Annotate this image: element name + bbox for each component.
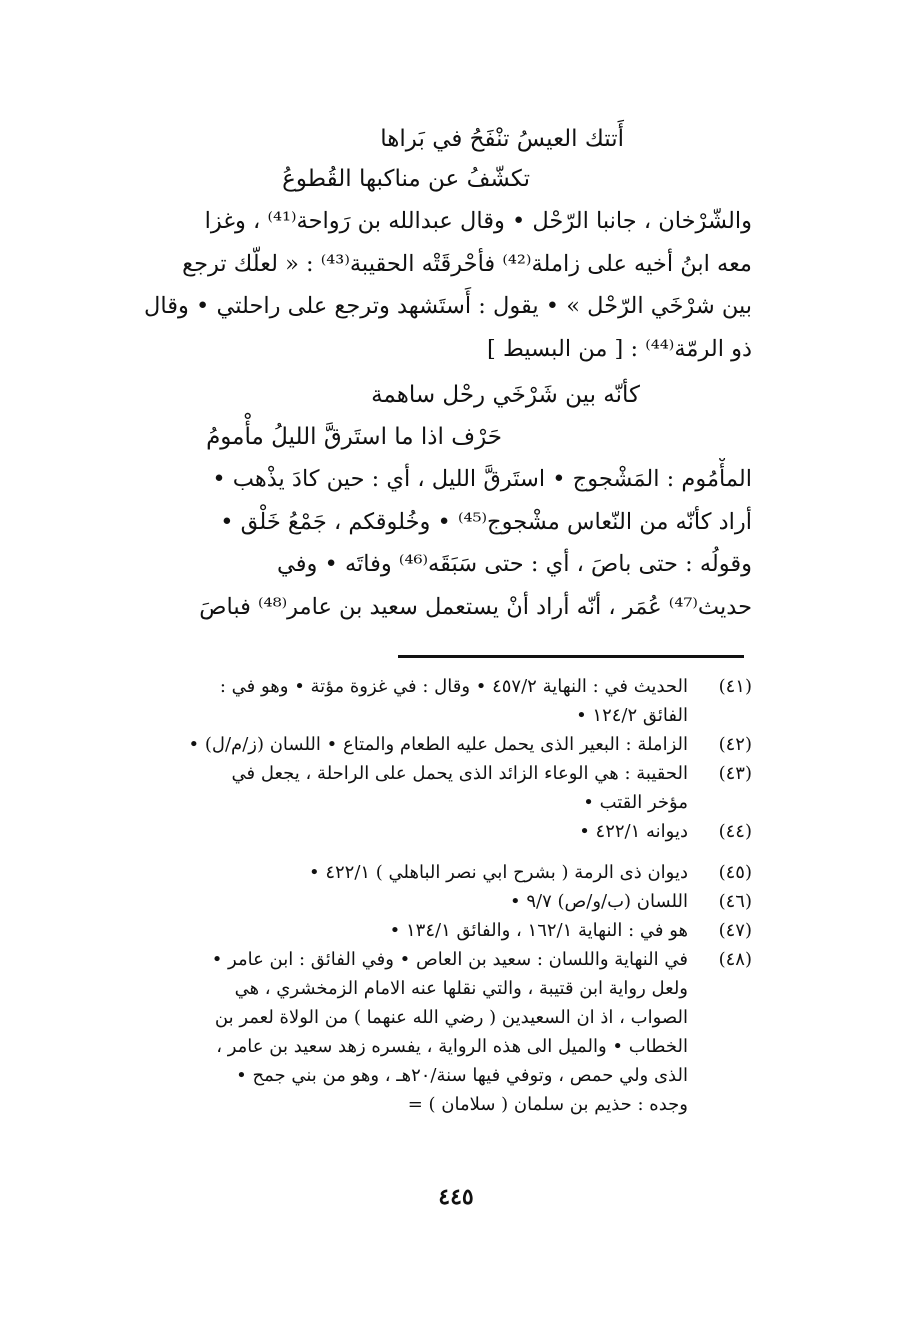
- footnote-48: [92, 945, 752, 1119]
- footnote-line: الخطاب • والميل الى هذه الرواية ، يفسره زهد سعيد بن عامر ،: [216, 1036, 688, 1057]
- footnote-line: في النهاية واللسان : سعيد بن العاص • وفي الفائق : ابن عامر •: [211, 949, 688, 970]
- footnote-text: [92, 817, 688, 846]
- verse-2-second-hemistich: حَرْف اذا ما استَرقَّ الليلُ مأْمومُ: [206, 424, 502, 450]
- footnote-text: [92, 730, 688, 759]
- footnote-text: [92, 759, 688, 817]
- footnote-line: الفائق ١٢٤/٢ •: [576, 705, 688, 726]
- paragraph-1-line: ذو الرمّة⁽⁴⁴⁾ : [ من البسيط ]: [487, 335, 752, 362]
- verse-2-first-hemistich: كأنّه بين شَرْخَي رحْل ساهمة: [371, 382, 640, 408]
- footnote-separator: [398, 655, 744, 658]
- footnote-text: [92, 858, 688, 887]
- paragraph-2-line: وقولُه : حتى باصَ ، أي : حتى سَبَقَه⁽⁴⁶⁾ وفاتَه • وفي: [277, 551, 752, 577]
- footnote-text: [92, 887, 688, 916]
- footnote-43: [92, 759, 752, 817]
- footnote-44: [92, 817, 752, 846]
- footnote-number: (٤٥): [718, 862, 752, 883]
- paragraph-1-line: بين شرْخَي الرّحْل » • يقول : أَستَشهد وترجع على راحلتي • وقال: [144, 293, 752, 319]
- verse-1-first-hemistich: أَتتك العيسُ تنْفَحُ في بَراها: [380, 126, 624, 152]
- footnote-line: ولعل رواية ابن قتيبة ، والتي نقلها عنه الامام الزمخشري ، هي: [234, 978, 688, 999]
- footnote-number: (٤٦): [718, 891, 752, 912]
- footnote-line: مؤخر القتب •: [583, 792, 688, 813]
- footnote-number: (٤١): [718, 676, 752, 697]
- paragraph-1-line: والشّرْخان ، جانبا الرّحْل • وقال عبدالله بن رَواحة⁽⁴¹⁾ ، وغزا: [204, 208, 752, 234]
- paragraph-1-line: معه ابنُ أخيه على زاملة⁽⁴²⁾ فأحْرقَتْه الحقيبة⁽⁴³⁾ : « لعلّك ترجع: [182, 250, 752, 277]
- paragraph-2: [80, 458, 752, 628]
- footnote-text: [92, 945, 688, 1119]
- footnotes: [92, 672, 752, 1119]
- main-text: [80, 118, 752, 628]
- footnote-line: هو في : النهاية ١٦٢/١ ، والفائق ١٣٤/١ •: [389, 920, 688, 941]
- footnote-line: الحقيبة : هي الوعاء الزائد الذى يحمل على الراحلة ، يجعل في: [231, 763, 688, 784]
- paragraph-1: [80, 200, 752, 370]
- footnote-gap: [92, 846, 752, 858]
- footnote-line: ديوان ذى الرمة ( بشرح ابي نصر الباهلي ) ٤٢٢/١ •: [308, 862, 688, 883]
- footnote-number: (٤٧): [718, 920, 752, 941]
- footnote-46: [92, 887, 752, 916]
- footnote-line: وجده : حذيم بن سلمان ( سلامان ) =: [407, 1094, 688, 1115]
- paragraph-2-line: حديث⁽⁴⁷⁾ عُمَر ، أنّه أراد أنْ يستعمل سعيد بن عامر⁽⁴⁸⁾ فباصَ: [199, 593, 752, 620]
- paragraph-2-line: المأْمُوم : المَشْجوج • استَرقَّ الليل ، أي : حين كادَ يذْهب •: [212, 466, 752, 492]
- footnote-number: (٤٣): [718, 763, 752, 784]
- footnote-text: [92, 672, 688, 730]
- page-number: ٤٤٥: [438, 1184, 474, 1210]
- footnote-42: [92, 730, 752, 759]
- footnote-number: (٤٨): [718, 949, 752, 970]
- footnote-line: ديوانه ٤٢٢/١ •: [579, 821, 688, 842]
- footnote-line: الزاملة : البعير الذى يحمل عليه الطعام والمتاع • اللسان (ز/م/ل) •: [188, 734, 688, 755]
- paragraph-2-line: أراد كأنّه من النّعاس مشْجوج⁽⁴⁵⁾ • وخُلوقكم ، جَمْعُ خَلْق •: [220, 508, 752, 535]
- footnote-45: [92, 858, 752, 887]
- footnote-text: [92, 916, 688, 945]
- footnote-41: [92, 672, 752, 730]
- footnote-line: الذى ولي حمص ، وتوفي فيها سنة/٢٠هـ ، وهو من بني جمح •: [236, 1065, 688, 1086]
- footnote-47: [92, 916, 752, 945]
- footnote-number: (٤٢): [718, 734, 752, 755]
- verse-1-second-hemistich: تكشّفُ عن مناكبها القُطوعُ: [282, 166, 530, 192]
- footnote-line: الحديث في : النهاية ٤٥٧/٢ • وقال : في غزوة مؤتة • وهو في :: [219, 676, 688, 697]
- footnote-line: اللسان (ب/و/ص) ٩/٧ •: [510, 891, 688, 912]
- footnote-line: الصواب ، اذ ان السعيدين ( رضي الله عنهما ) من الولاة لعمر بن: [214, 1007, 688, 1028]
- footnote-number: (٤٤): [718, 821, 752, 842]
